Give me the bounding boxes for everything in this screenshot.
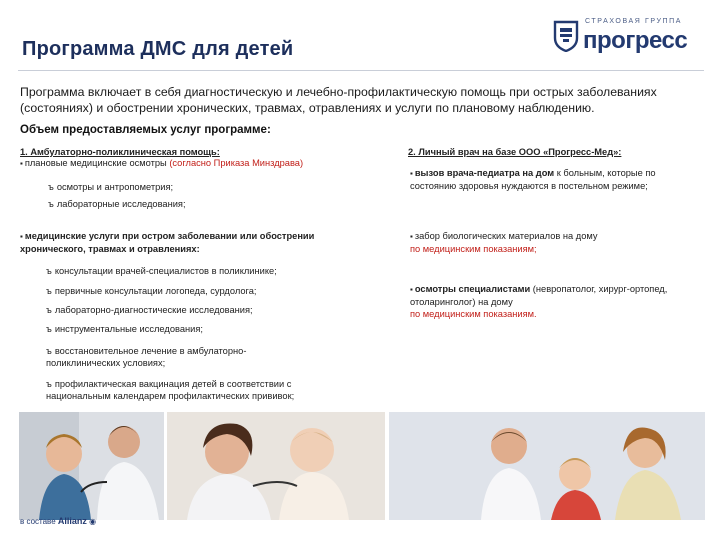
page-title: Программа ДМС для детей xyxy=(22,38,294,60)
bullet-arrow-icon: ъ xyxy=(48,199,54,209)
section-2-item: ▪ медицинские услуги при остром заболевании или обострении хронического, травмах и отравлениях: xyxy=(20,231,315,254)
logo-brand: прогресс xyxy=(583,27,688,54)
footer-brand: Allianz xyxy=(57,516,87,526)
list-item: ъ осмотры и антропометрия; xyxy=(48,182,174,192)
bullet-arrow-icon: ъ xyxy=(46,305,52,315)
bullet-square-icon: ▪ xyxy=(410,232,413,241)
photo-doctor-examining-boy xyxy=(19,412,164,520)
photo-family-with-doctor xyxy=(389,412,705,520)
right-item-2: ▪ забор биологических материалов на дому по медицинским показаниям; xyxy=(410,231,598,254)
right-item-1: ▪ вызов врача-педиатра на дом к больным, которые по состоянию здоровья нуждаются в постельном режиме; xyxy=(410,168,656,191)
section-1-item-a-note: (согласно Приказа Минздрава) xyxy=(169,158,304,168)
bullet-arrow-icon: ъ xyxy=(46,346,52,356)
company-logo xyxy=(553,18,703,54)
logo-tagline: СТРАХОВАЯ ГРУППА xyxy=(585,18,683,25)
footer-partner xyxy=(20,516,96,526)
right-item-3: ▪ осмотры специалистами (невропатолог, хирург-ортопед, отоларинголог) на дому по медицинским показаниям. xyxy=(410,284,668,319)
scope-heading: Объем предоставляемых услуг программе: xyxy=(20,124,271,136)
bullet-arrow-icon: ъ xyxy=(46,324,52,334)
list-item: ъ первичные консультации логопеда, сурдолога; xyxy=(46,286,257,296)
intro-paragraph: Программа включает в себя диагностическую и лечебно-профилактическую помощь при острых заболеваниях (состояниях) и обострении хронических, травмах, отравлениях и услуги по плановому наблюдению. xyxy=(20,85,657,115)
footer-prefix: в составе xyxy=(20,517,56,526)
section-1-item-a-text: плановые медицинские осмотры xyxy=(24,158,167,168)
section-1-title: 1. Амбулаторно-поликлиническая помощь: xyxy=(20,147,220,157)
bullet-arrow-icon: ъ xyxy=(48,182,54,192)
bullet-square-icon: ▪ xyxy=(410,169,413,178)
bullet-square-icon: ▪ xyxy=(410,285,413,294)
section-1-item-a xyxy=(20,157,320,170)
bullet-arrow-icon: ъ xyxy=(46,266,52,276)
list-item: ъ консультации врачей-специалистов в поликлинике; xyxy=(46,266,277,276)
list-item: ъ инструментальные исследования; xyxy=(46,324,203,334)
section-personal-doctor-title: 2. Личный врач на базе ООО «Прогресс-Мед»: xyxy=(408,147,622,157)
shield-logo-icon xyxy=(553,20,579,52)
photo-strip xyxy=(19,412,705,520)
photo-doctor-with-baby xyxy=(167,412,385,520)
list-item: ъ лабораторно-диагностические исследования; xyxy=(46,305,253,315)
bullet-arrow-icon: ъ xyxy=(46,286,52,296)
list-item: ъ восстановительное лечение в амбулаторно-поликлинических условиях; xyxy=(46,346,247,368)
bullet-arrow-icon: ъ xyxy=(46,379,52,389)
bullet-square-icon: ▪ xyxy=(20,232,23,241)
list-item: ъ лабораторные исследования; xyxy=(48,199,186,209)
list-item: ъ профилактическая вакцинация детей в соответствии с национальным календарем профилактических прививок; xyxy=(46,379,295,401)
bullet-square-icon: ▪ xyxy=(20,159,23,168)
allianz-eagle-icon: ◉ xyxy=(89,517,97,526)
header-divider xyxy=(18,70,704,71)
